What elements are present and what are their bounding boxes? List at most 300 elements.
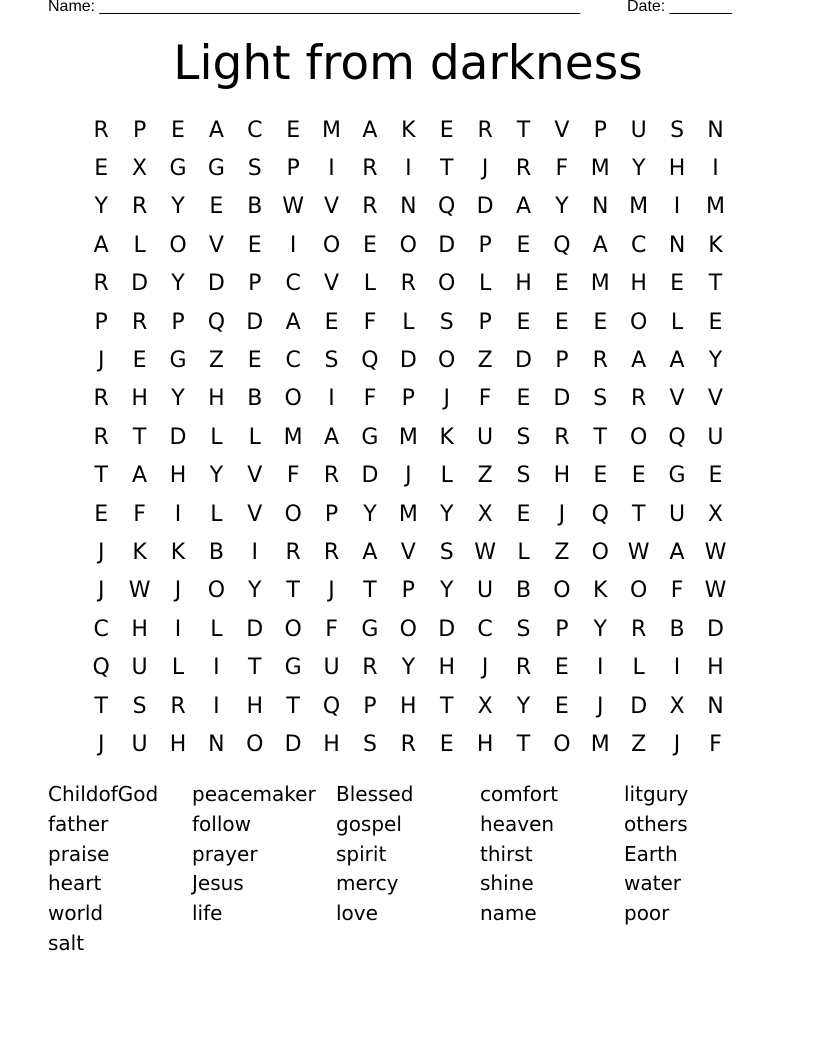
grid-letter: F [363,386,377,412]
grid-letter: V [208,232,224,258]
grid-letter: E [670,271,684,297]
grid-letter: L [517,539,530,565]
grid-letter: L [171,655,185,681]
grid-letter: P [286,156,300,182]
grid-row [82,418,735,456]
grid-letter: U [630,117,647,143]
grid-letter: U [323,655,340,681]
grid-letter: T [439,693,454,719]
grid-letter: O [553,731,571,757]
grid-letter: F [478,386,492,412]
grid-letter: H [668,156,686,182]
grid-letter: E [247,232,262,258]
grid-row [82,265,735,303]
grid-letter: W [704,539,727,565]
grid-row [82,111,735,149]
grid-letter: C [285,348,301,374]
word-list-item: litgury [624,782,689,806]
grid-letter: L [440,463,453,489]
grid-letter: E [94,156,109,182]
grid-letter: P [401,386,415,412]
grid-letter: B [247,194,263,220]
grid-letter: P [478,232,492,258]
grid-letter: R [362,655,378,681]
grid-letter: N [707,693,724,719]
grid-letter: F [325,616,338,642]
grid-letter: R [285,539,301,565]
grid-letter: H [169,463,187,489]
grid-letter: E [516,232,531,258]
grid-letter: R [362,156,378,182]
grid-letter: C [285,271,301,297]
grid-letter: M [590,156,610,182]
word-list-item: others [624,811,688,836]
grid-letter: S [247,156,262,182]
grid-letter: A [669,348,685,374]
grid-letter: H [323,731,340,757]
grid-letter: J [97,731,105,757]
grid-letter: S [593,386,608,412]
grid-letter: T [248,655,262,681]
grid-letter: A [132,463,148,489]
grid-letter: M [398,424,418,450]
grid-letter: Q [591,501,609,527]
grid-letter: R [93,117,109,143]
word-list-item: Blessed [336,782,414,806]
word-list-item: praise [48,841,110,866]
grid-letter: L [363,271,377,297]
grid-letter: N [400,194,417,220]
grid-letter: S [439,309,454,335]
grid-letter: U [707,424,724,450]
grid-letter: J [673,731,681,757]
grid-letter: E [516,309,531,335]
grid-letter: Y [363,501,377,527]
grid-letter: D [246,309,264,335]
grid-letter: V [669,386,685,412]
grid-letter: K [708,232,723,258]
grid-letter: Y [94,194,108,220]
grid-letter: W [282,194,305,220]
grid-letter: D [438,616,456,642]
grid-letter: I [673,655,681,681]
grid-letter: A [362,539,378,565]
grid-letter: V [554,117,570,143]
grid-letter: Z [477,348,493,374]
grid-letter: D [131,271,149,297]
grid-letter: T [439,156,454,182]
grid-row [82,572,735,610]
grid-letter: T [286,693,300,719]
grid-letter: E [708,463,723,489]
grid-letter: D [438,232,456,258]
grid-row [82,149,735,187]
grid-letter: X [132,156,148,182]
grid-row [82,610,735,648]
grid-letter: D [169,424,187,450]
grid-letter: Y [171,194,185,220]
grid-letter: S [132,693,147,719]
grid-letter: L [248,424,261,450]
grid-letter: K [439,424,454,450]
grid-letter: H [169,731,187,757]
grid-letter: M [283,424,303,450]
grid-letter: C [477,616,493,642]
grid-letter: J [405,463,412,489]
grid-letter: J [174,578,182,604]
grid-letter: E [516,386,531,412]
grid-letter: S [439,539,454,565]
letter-grid [82,111,735,764]
grid-letter: G [207,156,225,182]
grid-letter: T [516,117,531,143]
grid-letter: Y [401,655,416,681]
grid-letter: B [669,616,685,642]
grid-letter: N [592,194,609,220]
grid-letter: C [630,232,647,258]
grid-letter: F [555,156,569,182]
grid-letter: R [131,194,148,220]
grid-letter: H [553,463,571,489]
grid-letter: G [361,424,379,450]
grid-letter: T [94,693,108,719]
grid-letter: P [401,578,415,604]
grid-letter: S [516,616,531,642]
grid-letter: X [477,693,493,719]
grid-letter: L [210,424,223,450]
grid-letter: I [405,156,412,182]
grid-letter: Y [439,501,454,527]
grid-letter: R [93,386,109,412]
grid-letter: O [284,501,302,527]
grid-letter: K [401,117,416,143]
grid-letter: O [438,348,456,374]
grid-letter: T [708,271,723,297]
grid-letter: K [593,578,608,604]
grid-letter: I [597,655,604,681]
grid-letter: O [438,271,456,297]
grid-letter: W [704,578,727,604]
grid-letter: R [631,616,647,642]
word-list-item: mercy [336,871,399,896]
grid-letter: Q [553,232,571,258]
grid-row [82,341,735,379]
grid-letter: G [668,463,686,489]
grid-letter: T [286,578,300,604]
grid-letter: Y [708,348,723,374]
grid-letter: X [707,501,723,527]
grid-letter: T [593,424,607,450]
grid-letter: Q [207,309,226,335]
word-list-item: heart [48,871,102,896]
grid-letter: D [207,271,225,297]
grid-letter: M [590,271,610,297]
word-list-item: world [48,901,104,926]
grid-letter: R [170,693,186,719]
grid-letter: D [476,194,494,220]
word-list-item: gospel [336,811,402,836]
grid-letter: P [248,271,262,297]
grid-letter: O [399,232,417,258]
grid-letter: D [515,348,532,374]
grid-letter: W [627,539,650,565]
grid-letter: R [400,731,416,757]
grid-letter: T [631,501,646,527]
grid-letter: I [328,386,335,412]
grid-letter: R [323,463,340,489]
grid-letter: I [251,539,258,565]
grid-letter: G [169,156,187,182]
grid-letter: E [209,194,224,220]
word-list [48,780,768,959]
word-list-item: father [48,811,109,836]
grid-letter: M [322,117,342,143]
grid-letter: V [324,271,340,297]
grid-letter: O [630,578,648,604]
grid-letter: V [400,539,416,565]
grid-letter: M [629,194,649,220]
grid-letter: H [515,271,532,297]
worksheet-header [48,0,748,20]
word-list-item: ChildofGod [48,782,159,806]
word-list-item: Earth [624,841,678,866]
grid-letter: F [709,731,722,757]
grid-letter: D [706,616,724,642]
grid-letter: M [705,194,725,220]
grid-row [82,533,735,571]
grid-letter: P [593,117,607,143]
grid-letter: P [324,501,339,527]
grid-letter: E [94,501,109,527]
grid-letter: B [208,539,224,565]
grid-letter: D [553,386,571,412]
grid-letter: Z [554,539,570,565]
grid-letter: P [555,616,569,642]
grid-letter: O [630,309,648,335]
grid-letter: R [362,194,378,220]
grid-letter: G [284,655,302,681]
grid-letter: Y [171,386,185,412]
grid-letter: C [247,117,263,143]
grid-letter: O [322,232,341,258]
grid-letter: P [363,693,377,719]
grid-row [82,495,735,533]
word-list-item: follow [192,811,251,836]
grid-letter: E [286,117,301,143]
grid-letter: M [398,501,418,527]
grid-letter: Z [208,348,224,374]
grid-letter: U [131,655,148,681]
grid-letter: V [707,386,723,412]
grid-letter: J [481,655,489,681]
word-list-item: love [336,901,378,926]
grid-letter: R [131,309,148,335]
grid-letter: L [133,232,146,258]
word-list-item: shine [480,871,534,896]
grid-letter: O [284,616,302,642]
grid-letter: Y [593,616,607,642]
grid-letter: R [400,271,416,297]
grid-letter: Y [248,578,262,604]
word-list-item: water [624,871,681,896]
grid-row [82,380,735,418]
grid-letter: R [515,655,532,681]
word-list-item: comfort [480,782,559,806]
grid-letter: Q [361,348,379,374]
grid-row [82,303,735,341]
grid-letter: A [592,232,608,258]
grid-letter: J [558,501,566,527]
grid-letter: O [169,232,187,258]
grid-letter: E [439,731,454,757]
grid-letter: L [478,271,492,297]
grid-letter: T [363,578,377,604]
grid-letter: J [597,693,604,719]
grid-letter: S [670,117,685,143]
grid-letter: I [213,655,220,681]
grid-letter: I [289,232,297,258]
grid-letter: J [481,156,489,182]
grid-letter: J [97,578,105,604]
grid-letter: R [631,386,647,412]
grid-letter: Q [322,693,341,719]
grid-letter: D [399,348,417,374]
grid-letter: A [93,232,109,258]
word-list-item: peacemaker [192,782,316,806]
grid-letter: U [477,424,494,450]
grid-letter: Y [209,463,224,489]
grid-letter: E [132,348,147,374]
grid-letter: E [554,693,569,719]
date-field-label: Date: _______ [627,0,732,15]
grid-letter: L [670,309,684,335]
grid-letter: P [94,309,108,335]
grid-letter: C [93,616,109,642]
grid-letter: N [208,731,225,757]
grid-letter: O [553,578,571,604]
grid-letter: M [590,731,610,757]
grid-letter: T [132,424,147,450]
grid-letter: H [400,693,417,719]
grid-letter: J [97,539,105,565]
grid-letter: Z [477,463,493,489]
grid-letter: T [516,731,531,757]
grid-letter: U [669,501,686,527]
grid-letter: S [362,731,377,757]
grid-letter: A [324,424,340,450]
grid-letter: H [246,693,264,719]
grid-letter: O [207,578,226,604]
grid-letter: Y [631,156,646,182]
grid-letter: P [171,309,185,335]
grid-letter: S [516,463,531,489]
grid-letter: Q [438,194,456,220]
grid-letter: I [174,616,182,642]
grid-row [82,188,735,226]
grid-letter: Q [92,655,110,681]
grid-letter: L [210,501,223,527]
grid-letter: L [632,655,645,681]
grid-letter: A [285,309,301,335]
grid-letter: W [128,578,151,604]
word-list-item: Jesus [192,871,244,896]
grid-letter: D [246,616,264,642]
grid-letter: E [324,309,339,335]
grid-letter: U [477,578,494,604]
grid-letter: E [247,348,262,374]
grid-letter: A [515,194,532,220]
grid-letter: D [361,463,379,489]
grid-letter: E [593,463,608,489]
grid-row [82,725,735,763]
grid-letter: E [439,117,454,143]
grid-letter: R [93,424,109,450]
grid-letter: O [246,731,264,757]
grid-letter: H [630,271,647,297]
grid-letter: U [131,731,148,757]
grid-letter: J [97,348,105,374]
grid-letter: R [554,424,570,450]
grid-letter: J [328,578,335,604]
grid-letter: Z [631,731,647,757]
grid-letter: J [443,386,450,412]
grid-letter: E [554,271,569,297]
grid-letter: G [361,616,379,642]
grid-letter: Y [171,271,185,297]
grid-letter: I [712,156,719,182]
grid-row [82,226,735,264]
grid-letter: H [131,616,148,642]
grid-letter: F [286,463,300,489]
grid-letter: A [669,539,685,565]
grid-letter: E [631,463,646,489]
grid-letter: X [669,693,685,719]
puzzle-title: Light from darkness [173,36,643,91]
grid-letter: I [213,693,220,719]
grid-letter: F [133,501,146,527]
grid-letter: R [323,539,340,565]
grid-letter: K [170,539,186,565]
grid-letter: S [324,348,339,374]
grid-letter: O [284,386,302,412]
grid-row [82,687,735,725]
grid-letter: Y [555,194,569,220]
word-list-item: prayer [192,841,258,866]
name-field-label: Name: ______________________________________________________ [48,0,581,15]
grid-letter: Y [439,578,454,604]
grid-letter: E [708,309,723,335]
grid-letter: A [631,348,647,374]
grid-letter: P [555,348,569,374]
grid-letter: D [284,731,302,757]
grid-letter: K [132,539,147,565]
grid-letter: V [247,501,263,527]
grid-letter: R [93,271,109,297]
grid-letter: P [132,117,147,143]
grid-row [82,457,735,495]
grid-letter: V [247,463,263,489]
word-list-item: thirst [480,841,533,866]
grid-letter: O [591,539,609,565]
grid-letter: W [474,539,496,565]
grid-letter: H [208,386,225,412]
grid-letter: E [362,232,377,258]
grid-letter: L [402,309,415,335]
word-list-item: heaven [480,811,555,836]
grid-letter: G [169,348,187,374]
grid-letter: F [363,309,377,335]
grid-row [82,648,735,686]
